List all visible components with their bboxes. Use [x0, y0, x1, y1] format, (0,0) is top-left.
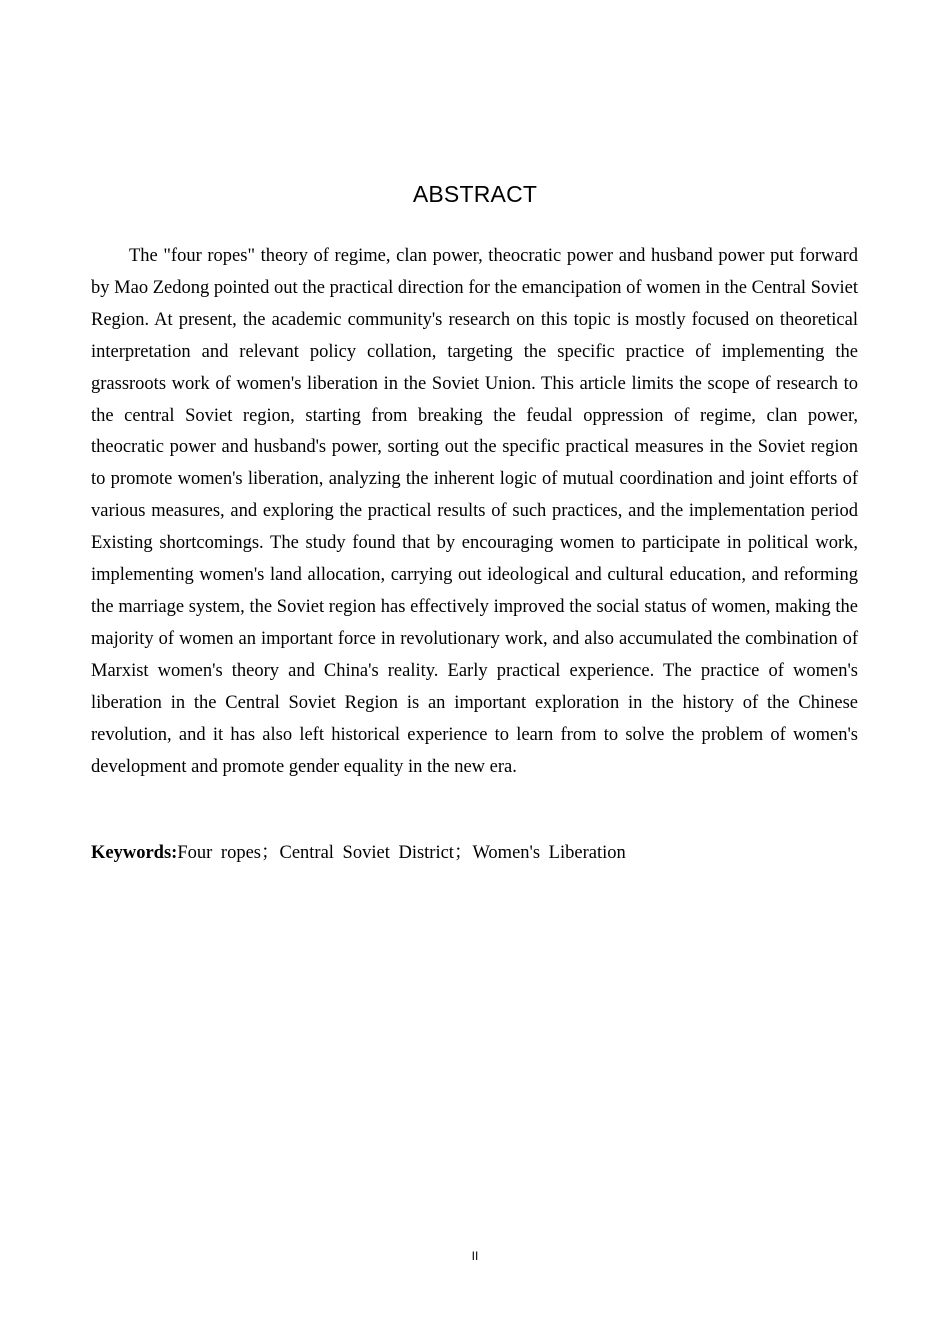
- keywords-label: Keywords:: [91, 843, 178, 863]
- page-number: II: [471, 1249, 479, 1263]
- keywords-line: [91, 838, 858, 869]
- page-title: ABSTRACT: [412, 181, 538, 207]
- abstract-body: The "four ropes" theory of regime, clan power, theocratic power and husband power put forward by Mao Zedong pointed out the practical direction for the emancipation of women in the Central Soviet Region. At present, the academic community's research on this topic is mostly focused on theoretical interpretation and relevant policy collation, targeting the specific practice of implementing the grassroots work of women's liberation in the Soviet Union. This article limits the scope of research to the central Soviet region, starting from breaking the feudal oppression of regime, clan power, theocratic power and husband's power, sorting out the specific practical measures in the Soviet region to promote women's liberation, analyzing the inherent logic of mutual coordination and joint efforts of various measures, and exploring the practical results of such practices, and the implementation period Existing shortcomings. The study found that by encouraging women to participate in political work, implementing women's land allocation, carrying out ideological and cultural education, and reforming the marriage system, the Soviet region has effectively improved the social status of women, making the majority of women an important force in revolutionary work, and also accumulated the combination of Marxist women's theory and China's reality. Early practical experience. The practice of women's liberation in the Central Soviet Region is an important exploration in the history of the Chinese revolution, and it has also left historical experience to learn from to solve the problem of women's development and promote gender equality in the new era.: [91, 246, 858, 777]
- keywords-text: Four ropes；Central Soviet District；Women's Liberation: [177, 843, 626, 863]
